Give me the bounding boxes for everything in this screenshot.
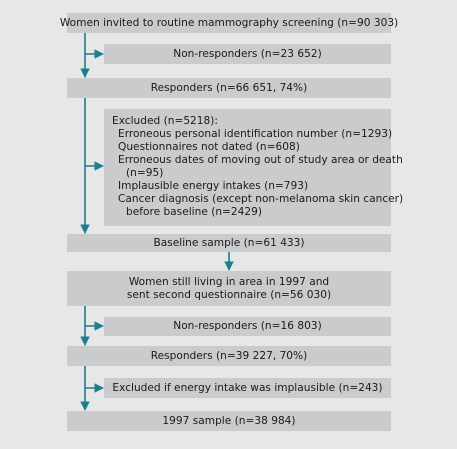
nonresponders-1-text: Non-responders (n=23 652): [173, 47, 322, 60]
excluded-1-item: Implausible energy intakes (n=793): [118, 180, 309, 192]
excluded-1-header: Excluded (n=5218):: [112, 115, 218, 127]
excluded-2-text: Excluded if energy intake was implausible (n=243): [112, 381, 383, 394]
nonresponders-2-text: Non-responders (n=16 803): [173, 320, 322, 332]
still-living-line-2: sent second questionnaire (n=56 030): [126, 288, 332, 301]
sample-1997-box: [67, 411, 391, 431]
excluded-1-list: [112, 128, 404, 219]
excluded-2-box: [104, 378, 391, 398]
responders-1-text: Responders (n=66 651, 74%): [150, 81, 308, 94]
excluded-1-item: Cancer diagnosis (except non-melanoma skin cancer): [118, 193, 404, 205]
excluded-1-box: [104, 109, 404, 226]
nonresponders-1-box: [104, 44, 391, 64]
baseline-text: Baseline sample (n=61 433): [153, 236, 305, 249]
still-living-box: [67, 271, 391, 306]
responders-2-box: [67, 346, 391, 366]
invited-text: Women invited to routine mammography screening (n=90 303): [59, 16, 399, 29]
excluded-1-item: (n=95): [126, 167, 164, 179]
excluded-1-item: Erroneous personal identification number (n=1293): [118, 128, 393, 140]
nonresponders-2-box: [104, 317, 391, 336]
excluded-1-item: Questionnaires not dated (n=608): [118, 141, 300, 153]
responders-1-box: [67, 78, 391, 98]
baseline-box: [67, 234, 391, 252]
excluded-1-item: before baseline (n=2429): [126, 206, 263, 218]
still-living-line-1: Women still living in area in 1997 and: [128, 275, 330, 288]
excluded-1-item: Erroneous dates of moving out of study area or death: [118, 154, 403, 166]
sample-1997-text: 1997 sample (n=38 984): [162, 414, 296, 427]
responders-2-text: Responders (n=39 227, 70%): [150, 349, 308, 362]
invited-box: [59, 13, 399, 33]
